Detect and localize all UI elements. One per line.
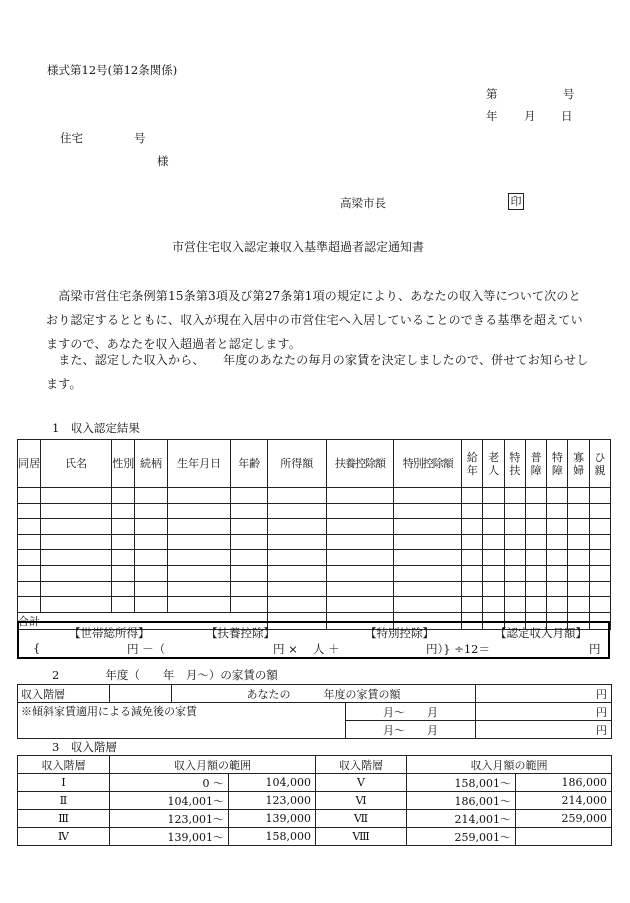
table-cell — [167, 550, 231, 566]
table-cell — [267, 519, 326, 535]
table-cell — [231, 534, 267, 550]
table-cell — [135, 550, 167, 566]
table-cell — [589, 503, 610, 519]
table-row — [18, 581, 611, 597]
table-cell — [112, 534, 135, 550]
rank-row — [18, 774, 612, 792]
table-cell — [462, 565, 483, 581]
income-table-header — [18, 440, 611, 488]
document-title: 市営住宅収入認定兼収入基準超過者認定通知書 — [172, 240, 425, 254]
rank-right-rank: Ⅵ — [316, 792, 407, 810]
table-cell — [589, 565, 610, 581]
table-cell — [589, 581, 610, 597]
table-cell — [462, 581, 483, 597]
col-elderly: 老人 — [483, 440, 504, 488]
honorific: 様 — [157, 154, 169, 168]
table-cell — [112, 597, 135, 613]
table-cell — [231, 519, 267, 535]
table-cell — [547, 565, 568, 581]
table-cell — [267, 534, 326, 550]
rank-left-rank: Ⅱ — [18, 792, 110, 810]
table-cell — [462, 597, 483, 613]
table-cell — [18, 597, 41, 613]
rent-table — [17, 684, 612, 739]
range-header-right: 収入月額の範囲 — [407, 756, 612, 774]
table-cell — [547, 581, 568, 597]
table-cell — [267, 503, 326, 519]
doc-no-suffix: 号 — [563, 87, 575, 101]
table-row — [18, 550, 611, 566]
rank-right-to — [516, 828, 612, 846]
table-row — [18, 597, 611, 613]
table-cell — [483, 597, 504, 613]
table-cell — [462, 488, 483, 504]
rank-right-rank: Ⅴ — [316, 774, 407, 792]
table-cell — [326, 488, 394, 504]
table-row — [18, 503, 611, 519]
table-cell — [504, 581, 525, 597]
table-cell — [41, 597, 112, 613]
table-cell — [394, 503, 462, 519]
calc-special-heading: 【特別控除】 — [365, 626, 434, 640]
table-cell — [167, 597, 231, 613]
table-cell — [231, 503, 267, 519]
table-cell — [18, 519, 41, 535]
table-cell — [267, 550, 326, 566]
col-cohabit: 同居 — [18, 440, 41, 488]
table-cell — [135, 503, 167, 519]
rank-row — [18, 810, 612, 828]
table-cell — [394, 534, 462, 550]
table-cell — [394, 565, 462, 581]
table-cell — [525, 488, 546, 504]
table-cell — [568, 503, 589, 519]
calc-open-brace: { — [33, 641, 41, 655]
table-cell — [504, 519, 525, 535]
table-cell — [167, 503, 231, 519]
col-income: 所得額 — [267, 440, 326, 488]
col-age: 年齢 — [231, 440, 267, 488]
col-special-deduction: 特別控除額 — [394, 440, 462, 488]
col-disability: 普障 — [525, 440, 546, 488]
table-cell — [394, 581, 462, 597]
rank-right-rank: Ⅷ — [316, 828, 407, 846]
body-paragraph-2: また、認定した収入から、 年度のあなたの毎月の家賃を決定しましたので、併せてお知らせします。 — [46, 353, 589, 391]
col-single-parent: ひ親 — [589, 440, 610, 488]
calc-yen-1: 円 －（ — [127, 642, 166, 656]
mayor-name: 高梁市長 — [340, 196, 386, 210]
reduction-yen-1: 円 — [476, 703, 612, 721]
calc-yen-2: 円 × 人 ＋ — [273, 642, 340, 656]
table-cell — [41, 488, 112, 504]
section1-heading: 1 収入認定結果 — [52, 421, 140, 435]
table-cell — [483, 488, 504, 504]
table-cell — [326, 550, 394, 566]
rank-left-to: 139,000 — [229, 810, 316, 828]
form-number: 様式第12号(第12条関係) — [47, 63, 178, 77]
address-suffix: 号 — [134, 131, 146, 145]
total-label: 合計 — [18, 612, 268, 629]
table-cell — [18, 503, 41, 519]
table-cell — [135, 597, 167, 613]
rank-row — [18, 828, 612, 846]
rank-left-from: 104,001～ — [110, 792, 229, 810]
income-table — [17, 439, 611, 630]
table-cell — [112, 550, 135, 566]
rent-rank-value — [110, 685, 172, 703]
table-cell — [326, 503, 394, 519]
rank-header-left: 収入階層 — [18, 756, 110, 774]
rank-header-right: 収入階層 — [316, 756, 407, 774]
table-cell — [589, 597, 610, 613]
rent-amount-label: あなたの 年度の家賃の額 — [172, 685, 476, 703]
calc-yen-4: 円 — [589, 642, 601, 656]
table-cell — [41, 534, 112, 550]
rank-left-from: 0 ～ — [110, 774, 229, 792]
table-cell — [267, 581, 326, 597]
rank-left-to: 104,000 — [229, 774, 316, 792]
table-cell — [547, 519, 568, 535]
rank-right-from: 259,001～ — [407, 828, 516, 846]
rank-right-from: 186,001～ — [407, 792, 516, 810]
section3-heading: 3 収入階層 — [52, 740, 117, 754]
table-cell — [547, 534, 568, 550]
table-cell — [525, 597, 546, 613]
table-cell — [231, 488, 267, 504]
rank-right-to: 186,000 — [516, 774, 612, 792]
table-cell — [326, 581, 394, 597]
table-cell — [167, 488, 231, 504]
table-cell — [267, 597, 326, 613]
table-cell — [483, 550, 504, 566]
table-cell — [568, 488, 589, 504]
table-cell — [589, 534, 610, 550]
table-cell — [525, 519, 546, 535]
table-cell — [326, 534, 394, 550]
calc-total-income-heading: 【世帯総所得】 — [69, 626, 150, 640]
body-paragraph-1: 高梁市営住宅条例第15条第3項及び第27条第1項の規定により、あなたの収入等について次のとおり認定するとともに、収入が現在入居中の市営住宅へ入居していることのできる基準を超えていますので、あなたを収入超過者と認定します。 — [46, 289, 583, 351]
rank-left-rank: Ⅲ — [18, 810, 110, 828]
table-cell — [326, 597, 394, 613]
reduction-yen-2: 円 — [476, 721, 612, 739]
reduction-label: ※傾斜家賃適用による減免後の家賃 — [18, 703, 346, 739]
table-cell — [462, 503, 483, 519]
income-rank-table — [17, 755, 612, 846]
table-cell — [18, 534, 41, 550]
table-cell — [504, 550, 525, 566]
rank-left-from: 123,001～ — [110, 810, 229, 828]
table-cell — [568, 519, 589, 535]
date-year: 年 — [486, 109, 498, 123]
col-relation: 続柄 — [135, 440, 167, 488]
table-cell — [112, 488, 135, 504]
col-name: 氏名 — [41, 440, 112, 488]
rent-amount-yen: 円 — [476, 685, 612, 703]
table-cell — [41, 503, 112, 519]
reduction-period-2: 月～ 月 — [346, 721, 476, 739]
table-cell — [525, 534, 546, 550]
table-cell — [18, 565, 41, 581]
table-cell — [483, 565, 504, 581]
table-cell — [112, 503, 135, 519]
rank-row — [18, 792, 612, 810]
table-cell — [568, 597, 589, 613]
table-cell — [525, 550, 546, 566]
table-cell — [326, 565, 394, 581]
table-cell — [589, 519, 610, 535]
table-cell — [568, 581, 589, 597]
table-cell — [462, 519, 483, 535]
table-cell — [41, 550, 112, 566]
table-cell — [547, 488, 568, 504]
col-gender: 性別 — [112, 440, 135, 488]
table-cell — [483, 534, 504, 550]
rank-right-rank: Ⅶ — [316, 810, 407, 828]
reduction-row-1 — [18, 703, 612, 721]
col-special-dependent: 特扶 — [504, 440, 525, 488]
rank-right-from: 158,001～ — [407, 774, 516, 792]
table-cell — [112, 519, 135, 535]
table-cell — [231, 597, 267, 613]
table-cell — [41, 565, 112, 581]
doc-no-prefix: 第 — [486, 87, 498, 101]
table-cell — [41, 581, 112, 597]
rank-right-to: 259,000 — [516, 810, 612, 828]
table-cell — [568, 550, 589, 566]
table-cell — [167, 581, 231, 597]
table-cell — [135, 488, 167, 504]
rent-rank-label: 収入階層 — [18, 685, 110, 703]
table-cell — [135, 519, 167, 535]
col-birthdate: 生年月日 — [167, 440, 231, 488]
table-cell — [568, 534, 589, 550]
section2-heading: 2 年度（ 年 月～）の家賃の額 — [52, 668, 278, 682]
table-cell — [394, 519, 462, 535]
rank-right-to: 214,000 — [516, 792, 612, 810]
table-cell — [504, 488, 525, 504]
table-row — [18, 488, 611, 504]
table-row — [18, 565, 611, 581]
table-cell — [462, 534, 483, 550]
table-cell — [589, 550, 610, 566]
table-cell — [547, 503, 568, 519]
calc-yen-3: 円）} ÷12＝ — [426, 642, 490, 656]
table-cell — [231, 565, 267, 581]
table-cell — [504, 503, 525, 519]
table-cell — [231, 581, 267, 597]
col-dependent-deduction: 扶養控除額 — [326, 440, 394, 488]
table-cell — [167, 519, 231, 535]
table-cell — [462, 550, 483, 566]
col-salary-pension: 給年 — [462, 440, 483, 488]
table-cell — [18, 581, 41, 597]
seal-stamp: 印 — [508, 193, 524, 210]
col-widow: 寡婦 — [568, 440, 589, 488]
table-cell — [41, 519, 112, 535]
table-cell — [483, 581, 504, 597]
rank-left-from: 139,001～ — [110, 828, 229, 846]
table-cell — [18, 488, 41, 504]
table-cell — [394, 597, 462, 613]
table-cell — [135, 565, 167, 581]
table-cell — [547, 597, 568, 613]
reduction-period-1: 月～ 月 — [346, 703, 476, 721]
table-cell — [525, 565, 546, 581]
rank-left-rank: Ⅳ — [18, 828, 110, 846]
calc-monthly-heading: 【認定収入月額】 — [495, 626, 587, 640]
address-label: 住宅 — [60, 131, 83, 145]
rank-left-rank: Ⅰ — [18, 774, 110, 792]
table-cell — [525, 581, 546, 597]
table-cell — [568, 565, 589, 581]
table-cell — [112, 565, 135, 581]
table-cell — [167, 534, 231, 550]
table-cell — [394, 488, 462, 504]
table-cell — [504, 565, 525, 581]
table-row — [18, 519, 611, 535]
table-cell — [267, 488, 326, 504]
range-header-left: 収入月額の範囲 — [110, 756, 316, 774]
table-cell — [326, 519, 394, 535]
table-cell — [525, 503, 546, 519]
table-cell — [483, 503, 504, 519]
date-month: 月 — [524, 109, 536, 123]
table-cell — [267, 565, 326, 581]
table-row — [18, 534, 611, 550]
table-cell — [504, 534, 525, 550]
col-special-disability: 特障 — [547, 440, 568, 488]
table-cell — [589, 488, 610, 504]
table-cell — [135, 581, 167, 597]
table-cell — [394, 550, 462, 566]
date-day: 日 — [561, 109, 573, 123]
calc-dependent-heading: 【扶養控除】 — [206, 626, 275, 640]
table-cell — [167, 565, 231, 581]
rank-left-to: 158,000 — [229, 828, 316, 846]
rank-table-header — [18, 756, 612, 774]
calculation-box — [17, 621, 610, 659]
rank-right-from: 214,001～ — [407, 810, 516, 828]
rent-row — [18, 685, 612, 703]
table-cell — [231, 550, 267, 566]
rank-left-to: 123,000 — [229, 792, 316, 810]
table-cell — [504, 597, 525, 613]
table-cell — [483, 519, 504, 535]
table-cell — [135, 534, 167, 550]
table-cell — [112, 581, 135, 597]
table-cell — [18, 550, 41, 566]
table-cell — [547, 550, 568, 566]
